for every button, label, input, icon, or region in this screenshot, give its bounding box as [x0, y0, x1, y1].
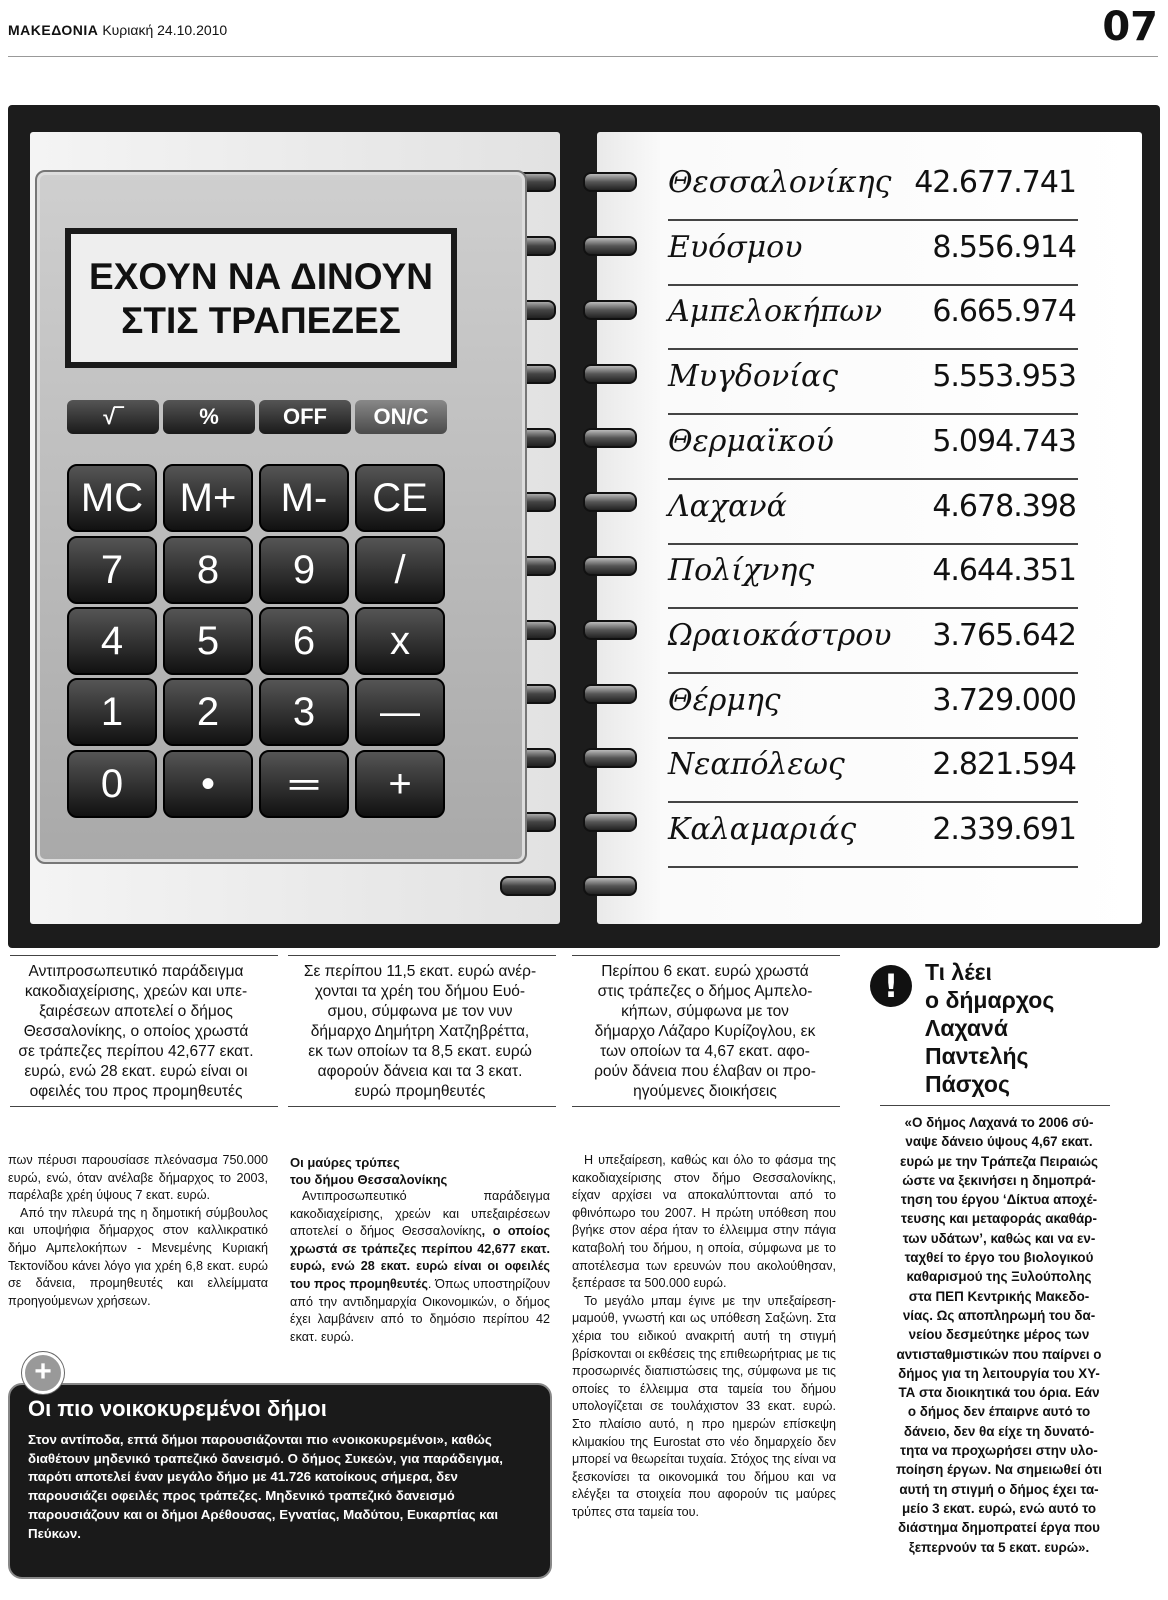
municipality-name: Θεσσαλονίκης	[668, 165, 892, 200]
pullquote-rule	[288, 955, 556, 956]
municipality-name: Θερμαϊκού	[668, 423, 834, 459]
pullquote-line: Περίπου 6 εκατ. ευρώ χρωστά	[601, 963, 809, 980]
header-divider	[8, 56, 1158, 57]
pullquote-line: ρούν δάνεια που έλαβαν οι προ-	[594, 1063, 816, 1080]
key-2: 2	[163, 678, 253, 746]
quote-line: ο δήμος δεν έπαιρνε αυτό το	[907, 1404, 1091, 1420]
debt-row	[668, 349, 1078, 415]
key-percent: %	[163, 400, 255, 434]
quote-line: νείου δεσμεύτηκε μέρος των	[908, 1327, 1090, 1343]
key-9: 9	[259, 536, 349, 604]
quote-line: καθαρισμού της Ξυλούπολης	[906, 1269, 1092, 1285]
spiral-ring	[583, 748, 637, 768]
spiral-ring	[583, 428, 637, 448]
article-column-2	[290, 1154, 550, 1346]
key-plus: +	[355, 750, 445, 818]
debt-row	[668, 479, 1078, 545]
issue-date: Κυριακή 24.10.2010	[102, 22, 228, 38]
spiral-ring	[583, 620, 637, 640]
quote-line: νίας. Ως αποπληρωμή του δα-	[902, 1307, 1096, 1323]
quote-line: ευρώ με την Τράπεζα Πειραιώς	[900, 1153, 1098, 1169]
paragraph: Από την πλευρά της η δημοτική σύμβουλος και υποψήφια δήμαρχος στον καλλικρατικό δήμο Αμπελοκήπων - Μενεμένης Κυριακή Τεκτονίδου κάνει λόγο για χρέη 6,8 εκατ. ευρώ σε δάνεια, προμηθευτές και ελλείμματα προηγούμενων χρήσεων.	[8, 1205, 268, 1308]
quote-line: αυτή τη στιγμή ο δήμος έχει τα-	[899, 1481, 1099, 1497]
debt-amount: 5.553.953	[932, 359, 1076, 395]
debt-row	[668, 284, 1078, 350]
article-column-1	[8, 1152, 268, 1310]
pullquote-line: αφορούν δάνεια και τα 3 εκατ.	[317, 1063, 523, 1080]
key-multiply: x	[355, 607, 445, 675]
subheading-line: του δήμου Θεσσαλονίκης	[290, 1172, 448, 1187]
quote-line: ποίηση έργων. Να σημειωθεί ότι	[895, 1462, 1103, 1478]
box-text: Στον αντίποδα, επτά δήμοι παρουσιάζονται πιο «νοικοκυρεμένοι», καθώς διαθέτουν μηδενικό τραπεζικό δανεισμό. Ο δήμος Συκεών, για παράδειγμα, παρότι αποτελεί έναν μεγάλο δήμο με 41.726 κατοίκους σήμερα, δεν παρουσιάζει οφειλές προς τράπεζες. Μηδενικό τραπεζικό δανεισμό παρουσιάζουν και οι δήμοι Αρέθουσας, Εγνατίας, Μαδύτου, Ευκαρπίας και Πεύκων.	[28, 1432, 503, 1541]
spiral-ring	[583, 684, 637, 704]
debt-row	[668, 155, 1078, 221]
key-sqrt: √‾	[67, 400, 159, 434]
spiral-ring	[583, 492, 637, 512]
debt-amount: 5.094.743	[932, 423, 1076, 459]
quote-line: δήμος για τη λειτουργία του ΧΥ-	[898, 1365, 1100, 1381]
pullquote-line: οφειλές του προς προμηθευτές	[29, 1083, 243, 1100]
key-divide: /	[355, 536, 445, 604]
text-run: Αντιπροσωπευτικό παράδειγμα κακοδιαχείρισης, χρεών και υπεξαιρέσεων αποτελεί ο δήμος Θεσσαλονίκης	[290, 1189, 550, 1239]
debt-amount: 8.556.914	[932, 229, 1076, 265]
paragraph: πων πέρυσι παρουσίασε πλεόνασμα 750.000 ευρώ, ενώ, όταν ανέλαβε δήμαρχος το 2003, παρέλαβε χρέη ύψους 7 εκατ. ευρώ.	[8, 1153, 268, 1203]
quote-line: ναψε δάνειο ύψους 4,67 εκατ.	[905, 1134, 1093, 1150]
spiral-ring	[583, 556, 637, 576]
pullquote-line: των οποίων τα 4,67 εκατ. αφο-	[600, 1043, 810, 1060]
quote-line: τητα να προχωρήσει στην υλο-	[900, 1443, 1098, 1459]
spiral-ring	[583, 364, 637, 384]
debt-amount: 6.665.974	[932, 294, 1076, 330]
key-equals: ═	[259, 750, 349, 818]
plus-icon: +	[22, 1352, 64, 1394]
municipality-name: Ευόσμου	[668, 229, 803, 265]
bold-text-run: , ο οποίος χρωστά σε τράπεζες περίπου 42,677 εκατ. ευρώ, ενώ 28 εκατ. ευρώ είναι οι οφειλές του προς προμηθευτές	[290, 1224, 550, 1291]
spiral-ring	[583, 236, 637, 256]
quote-line: διάστημα δημοπρατεί έργα που	[898, 1520, 1100, 1536]
municipality-name: Νεαπόλεως	[668, 747, 845, 783]
debt-amount: 4.644.351	[932, 553, 1076, 589]
municipality-name: Μυγδονίας	[668, 359, 839, 395]
quote-line: τευσης και μεταφοράς ακαθάρ-	[901, 1211, 1097, 1227]
quote-line: ταχθεί το έργο του βιολογικού	[904, 1250, 1094, 1266]
quote-line: των υδάτων’, καθώς και να εν-	[902, 1230, 1096, 1246]
pullquote-3	[575, 962, 835, 1102]
page-number: 07	[1102, 4, 1158, 50]
pullquote-line: κήπων, σύμφωνα με τον	[621, 1003, 789, 1020]
key-decimal: •	[163, 750, 253, 818]
municipality-name: Καλαμαριάς	[668, 812, 857, 847]
key-ce: CE	[355, 464, 445, 532]
key-m-plus: M+	[163, 464, 253, 532]
title-line: Παντελής	[925, 1043, 1029, 1069]
text-run: . Όπως υποστηρίζουν από την αντιδημαρχία Οικονομικών, ο δήμος έχει λαμβάνειν από το δημόσιο περίπου 42 εκατ. ευρώ.	[290, 1276, 550, 1344]
quote-line: ώστε να ξεκινήσει η δημοπρά-	[902, 1172, 1096, 1188]
pullquote-line: Αντιπροσωπευτικό παράδειγμα	[28, 963, 244, 980]
spiral-ring	[583, 812, 637, 832]
box-title: Οι πιο νοικοκυρεμένοι δήμοι	[28, 1396, 327, 1421]
pullquote-rule	[10, 1106, 278, 1107]
pullquote-line: ηγούμενες διοικήσεις	[633, 1083, 777, 1100]
key-on-c: ON/C	[355, 400, 447, 434]
key-4: 4	[67, 607, 157, 675]
calculator-screen	[65, 228, 457, 368]
exclamation-icon: !	[870, 965, 912, 1007]
pullquote-line: ξαιρέσεων αποτελεί ο δήμος	[39, 1003, 233, 1020]
key-8: 8	[163, 536, 253, 604]
pullquote-line: Θεσσαλονίκης, ο οποίος χρωστά	[23, 1023, 249, 1040]
pullquote-line: ευρώ, ενώ 28 εκατ. ευρώ είναι οι	[24, 1063, 248, 1080]
quote-line: αντισταθμιστικών που παίρνει ο	[896, 1346, 1102, 1362]
debt-row	[668, 414, 1078, 480]
pullquote-line: στις τράπεζες ο δήμος Αμπελο-	[597, 983, 813, 1000]
quote-line: ΤΑ στα διοικητικά του όρια. Εάν	[898, 1385, 1100, 1401]
title-line: Πάσχος	[925, 1071, 1010, 1097]
quote-line: «Ο δήμος Λαχανά το 2006 σύ-	[904, 1115, 1094, 1130]
key-0: 0	[67, 750, 157, 818]
municipality-name: Ωραιοκάστρου	[668, 617, 892, 653]
key-1: 1	[67, 678, 157, 746]
pullquote-line: ευρώ προμηθευτές	[354, 1083, 486, 1100]
key-off: OFF	[259, 400, 351, 434]
paragraph	[290, 1188, 550, 1346]
pullquote-line: δήμαρχο Δημήτρη Χατζηβρέττα,	[310, 1023, 530, 1040]
municipality-name: Πολίχνης	[668, 553, 815, 589]
quote-line: τηση του έργου ‘Δίκτυα αποχέ-	[900, 1192, 1098, 1208]
paragraph: Το μεγάλο μπαμ έγινε με την υπεξαίρεση-μαμούθ, γνωστή και ως υπόθεση Σαξώνη. Στα χέρια του ειδικού ανακριτή αυτή τη στιγμή βρίσκονται οι εκθέσεις της επιθεωρήτριας με τις προσωρινές διαπιστώσεις της, σύμφωνα με τις οποίες το έλλειμμα στα ταμεία του δήμου υπολογίζεται σε τουλάχιστον 33 εκατ. ευρώ. Στο πλαίσιο αυτό, η προ ημερών επίσκεψη κλιμακίου της Eurostat στο νέο δημαρχείο δεν μπορεί να θεωρείται τυχαία. Στόχος της είναι να ξεσκονίσει τα οικονομικά του δήμου και να ελέγξει τα στοιχεία που αφορούν τις μαύρες τρύπες στα ταμεία του.	[572, 1293, 836, 1519]
mayor-sidebar-title	[925, 958, 1145, 1098]
debt-row	[668, 220, 1078, 286]
debt-row	[668, 543, 1078, 609]
debt-row	[668, 737, 1078, 803]
subheading	[290, 1154, 550, 1188]
spiral-ring	[583, 300, 637, 320]
quote-line: στα ΠΕΠ Κεντρικής Μακεδο-	[908, 1288, 1090, 1304]
pullquote-1	[12, 962, 260, 1102]
screen-line-2: ΣΤΙΣ ΤΡΑΠΕΖΕΣ	[121, 300, 401, 341]
key-3: 3	[259, 678, 349, 746]
debt-amount: 3.765.642	[932, 617, 1076, 653]
mayor-quote	[888, 1113, 1110, 1557]
key-7: 7	[67, 536, 157, 604]
debt-amount: 2.339.691	[932, 812, 1076, 847]
spiral-ring	[500, 876, 556, 896]
spiral-ring	[583, 172, 637, 192]
pullquote-line: σε τράπεζες περίπου 42,677 εκατ.	[18, 1043, 254, 1060]
key-6: 6	[259, 607, 349, 675]
pullquote-line: εκ των οποίων τα 8,5 εκατ. ευρώ	[308, 1043, 532, 1060]
spiral-ring	[583, 876, 637, 896]
subheading-line: Οι μαύρες τρύπες	[290, 1155, 400, 1170]
pullquote-rule	[572, 1106, 840, 1107]
page-header	[8, 22, 227, 38]
debt-amount: 4.678.398	[932, 488, 1076, 524]
municipality-name: Αμπελοκήπων	[668, 294, 883, 330]
pullquote-line: κακοδιαχείρισης, χρεών και υπε-	[24, 983, 248, 1000]
quote-line: δάνειο, δεν θα είχε τη δυνατό-	[903, 1423, 1095, 1439]
pullquote-rule	[10, 955, 278, 956]
debt-row	[668, 802, 1078, 868]
title-line: Λαχανά	[925, 1015, 1008, 1041]
pullquote-rule	[572, 955, 840, 956]
pullquote-2	[290, 962, 550, 1102]
pullquote-line: σμου, σύμφωνα με τον νυν	[327, 1003, 513, 1020]
title-line: Τι λέει	[925, 959, 992, 985]
municipality-name: Θέρμης	[668, 682, 781, 718]
debt-row	[668, 673, 1078, 739]
key-mc: MC	[67, 464, 157, 532]
quote-line: μείο 3 εκατ. ευρώ, ενώ αυτό το	[901, 1500, 1097, 1516]
pullquote-line: δήμαρχο Λάζαρο Κυρίζογλου, εκ	[594, 1023, 816, 1040]
pullquote-line: χονται τα χρέη του δήμου Ευό-	[314, 983, 526, 1000]
pullquote-line: Σε περίπου 11,5 εκατ. ευρώ ανέρ-	[303, 963, 537, 980]
title-line: ο δήμαρχος	[925, 987, 1055, 1013]
key-minus: —	[355, 678, 445, 746]
sidebar-divider	[880, 1105, 1110, 1106]
screen-line-1: ΕΧΟΥΝ ΝΑ ΔΙΝΟΥΝ	[89, 256, 433, 297]
quote-line: ξεπερνούν τα 5 εκατ. ευρώ».	[908, 1539, 1090, 1555]
key-m-minus: M-	[259, 464, 349, 532]
pullquote-rule	[288, 1106, 556, 1107]
newspaper-name: ΜΑΚΕΔΟΝΙΑ	[8, 22, 99, 38]
debt-amount: 3.729.000	[932, 682, 1076, 718]
debt-row	[668, 608, 1078, 674]
key-5: 5	[163, 607, 253, 675]
municipality-name: Λαχανά	[668, 488, 787, 524]
article-column-3	[572, 1152, 836, 1521]
paragraph: Η υπεξαίρεση, καθώς και όλο το φάσμα της κακοδιαχείρισης στον δήμο Θεσσαλονίκης, είχαν αρχίσει να αποκαλύπτονται από το φθινόπωρο του 2007. Η πρώτη υπόθεση που βγήκε στον αέρα ήταν το έλλειμμα στην πάγια καταβολή του δήμου, η οποία, σύμφωνα με το αποτέλεσμα των ερευνών που ακολούθησαν, ξεπέρασε τα 500.000 ευρώ.	[572, 1153, 836, 1291]
debt-amount: 2.821.594	[932, 747, 1076, 783]
debt-amount: 42.677.741	[914, 165, 1076, 200]
